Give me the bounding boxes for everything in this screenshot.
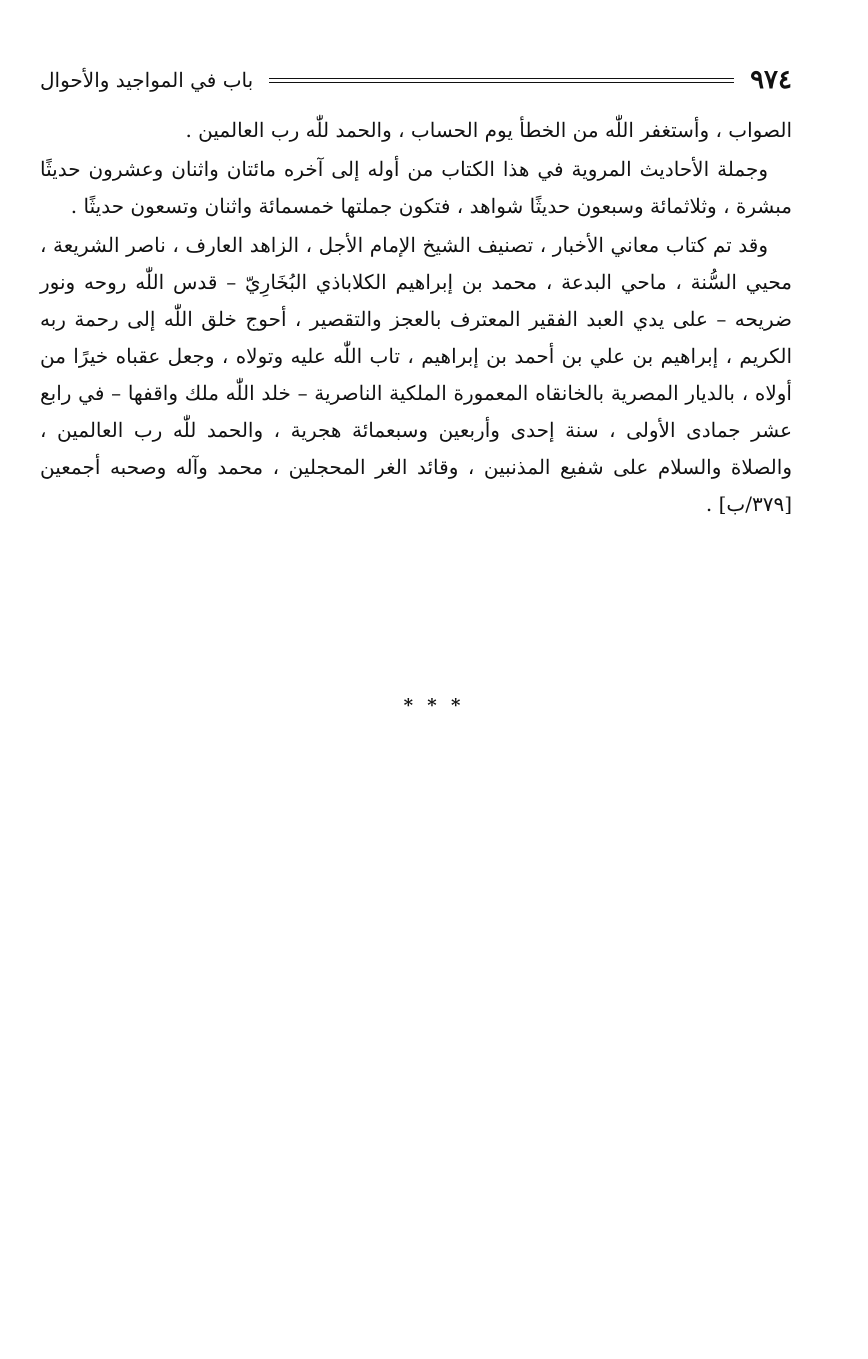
page-header	[40, 62, 792, 98]
paragraph-hadith-count: وجملة الأحاديث المروية في هذا الكتاب من أوله إلى آخره مائتان واثنان وعشرون حديثًا مبشرة ، وثلاثمائة وسبعون حديثًا شواهد ، فتكون جملتها خمسمائة واثنان وتسعون حديثًا .	[40, 157, 792, 218]
paragraph-colophon: وقد تم كتاب معاني الأخبار ، تصنيف الشيخ الإمام الأجل ، الزاهد العارف ، ناصر الشريعة ، محيي السُّنة ، ماحي البدعة ، محمد بن إبراهيم الكلاباذي البُخَارِيّ – قدس اللّٰه روحه ونور ضريحه – على يدي العبد الفقير المعترف بالعجز والتقصير ، أحوج خلق اللّٰه إلى رحمة ربه الكريم ، إبراهيم بن علي بن أحمد بن إبراهيم ، تاب اللّٰه عليه وتولاه ، وجعل عقباه خيرًا من أولاه ، بالديار المصرية بالخانقاه المعمورة الملكية الناصرية – خلد اللّٰه ملك واقفها – في رابع عشر جمادى الأولى ، سنة إحدى وأربعين وسبعمائة هجرية ، والحمد للّٰه رب العالمين ، والصلاة والسلام على شفيع المذنبين ، وقائد الغر المحجلين ، محمد وآله وصحبه أجمعين [٣٧٩/ب] .	[40, 233, 792, 516]
page-number: ٩٧٤	[750, 65, 792, 95]
header-rule	[269, 78, 734, 83]
running-title: باب في المواجيد والأحوال	[40, 68, 254, 92]
paragraph-closing-line: الصواب ، وأستغفر اللّٰه من الخطأ يوم الحساب ، والحمد للّٰه رب العالمين .	[185, 118, 792, 142]
body-text	[40, 112, 792, 525]
section-separator: * * *	[403, 695, 465, 716]
